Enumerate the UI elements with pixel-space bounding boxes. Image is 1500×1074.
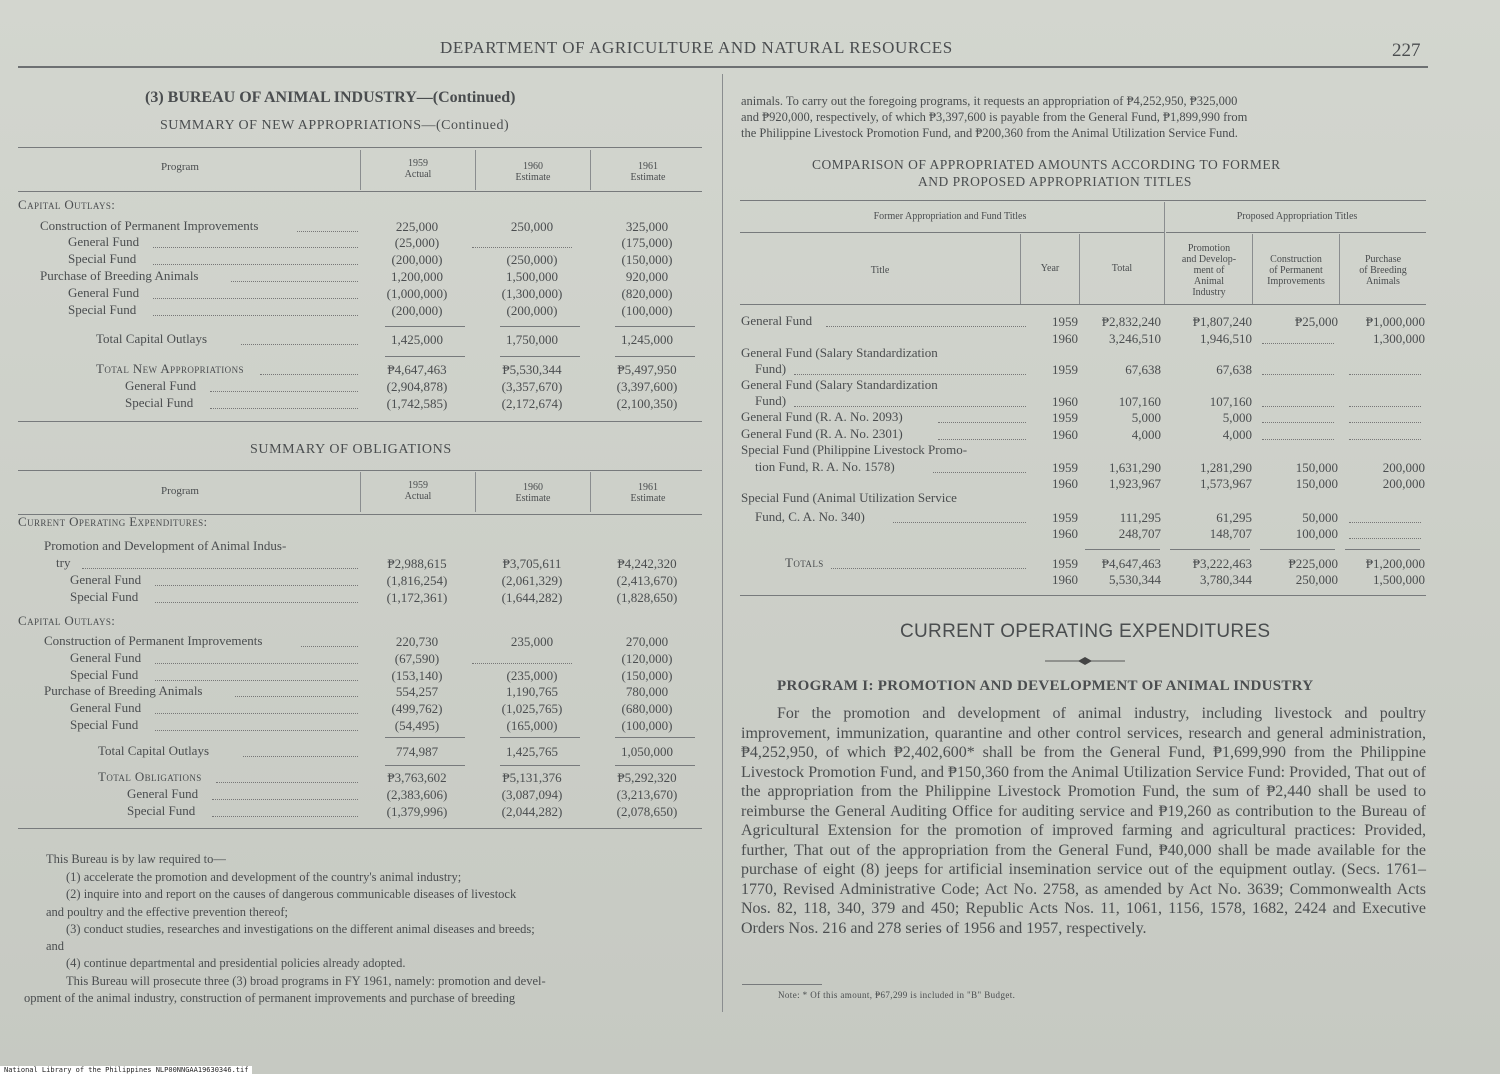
comparison-cell: 248,707 xyxy=(1118,526,1161,541)
leader-dots xyxy=(153,298,358,299)
proposed-titles-head: Proposed Appropriation Titles xyxy=(1236,211,1358,222)
cell-value: (150,000) xyxy=(621,252,673,267)
comparison-cell: 4,000 xyxy=(1131,427,1161,442)
header-line: ment of xyxy=(1193,265,1225,276)
leader-dots xyxy=(216,782,358,783)
leader-dots xyxy=(82,568,358,569)
cell-value: (1,379,996) xyxy=(386,804,448,819)
leader-dots xyxy=(933,472,1026,473)
bureau-heading: (3) BUREAU OF ANIMAL INDUSTRY—(Continued) xyxy=(145,89,516,106)
row-label: General Fund xyxy=(68,285,140,300)
comparison-title-2: AND PROPOSED APPROPRIATION TITLES xyxy=(918,174,1192,189)
cell-value: 920,000 xyxy=(625,269,669,284)
row-label: General Fund xyxy=(68,234,140,249)
comparison-cell: 1,946,510 xyxy=(1200,331,1252,346)
cell-value: (1,816,254) xyxy=(386,573,448,588)
comparison-title-cell: General Fund (R. A. No. 2093) xyxy=(741,409,903,424)
cell-value: (2,383,606) xyxy=(386,787,448,802)
cell-value: (200,000) xyxy=(391,303,443,318)
running-header: DEPARTMENT OF AGRICULTURE AND NATURAL RESOURCES xyxy=(440,38,953,57)
comparison-cell: 1960 xyxy=(1052,572,1078,587)
comparison-title-cell: Fund) xyxy=(755,393,787,408)
cell-value: (165,000) xyxy=(506,718,558,733)
col-program-2: Program xyxy=(161,485,199,497)
leader-dots xyxy=(297,231,358,232)
comparison-cell: ₱3,222,463 xyxy=(1192,556,1252,571)
row-label: Total Capital Outlays xyxy=(96,331,208,346)
comparison-cell: 3,780,344 xyxy=(1200,572,1252,587)
cell-value: (820,000) xyxy=(621,286,673,301)
comparison-title-cell: Special Fund (Philippine Livestock Promo- xyxy=(741,442,968,457)
leader-dots xyxy=(212,816,358,817)
cell-value: (175,000) xyxy=(621,235,673,250)
row-label: Total Obligations xyxy=(98,769,202,784)
comparison-cell: ₱1,807,240 xyxy=(1192,314,1252,329)
comparison-cell: 1,573,967 xyxy=(1200,476,1252,491)
comparison-cell: 107,160 xyxy=(1118,394,1161,409)
column-divider xyxy=(722,74,723,1012)
comparison-cell: 1,500,000 xyxy=(1373,572,1425,587)
row-label: Special Fund xyxy=(70,717,139,732)
header-line: Animals xyxy=(1366,276,1400,287)
mandate-line: This Bureau will prosecute three (3) broad programs in FY 1961, namely: promotion and devel- xyxy=(66,974,546,988)
cell-value: 225,000 xyxy=(395,219,439,234)
cell-value: (67,590) xyxy=(394,651,440,666)
comparison-cell: 1,281,290 xyxy=(1200,460,1252,475)
leader-dots xyxy=(210,408,358,409)
leader-dots xyxy=(212,799,358,800)
cell-value: ₱3,763,602 xyxy=(387,770,447,785)
cell-value: 1,750,000 xyxy=(506,332,558,347)
leader-dots xyxy=(1262,374,1334,375)
cell-value: (200,000) xyxy=(506,303,558,318)
leader-dots xyxy=(893,522,1026,523)
leader-dots xyxy=(1262,343,1334,344)
col-1960-2: 1960 Estimate xyxy=(515,482,551,504)
row-label: General Fund xyxy=(70,650,142,665)
leader-dots xyxy=(1349,374,1421,375)
new-appropriations-title: SUMMARY OF NEW APPROPRIATIONS—(Continued) xyxy=(160,118,510,133)
leader-dots xyxy=(1349,538,1421,539)
cell-value: (25,000) xyxy=(394,235,440,250)
col-1961: 1961 Estimate xyxy=(630,161,666,183)
cell-value: (1,828,650) xyxy=(616,590,678,605)
cell-value: 220,730 xyxy=(395,634,439,649)
comparison-title-cell: General Fund (Salary Standardization xyxy=(741,345,938,360)
leader-dots xyxy=(235,696,358,697)
leader-dots xyxy=(210,391,358,392)
comparison-title-cell: tion Fund, R. A. No. 1578) xyxy=(755,459,895,474)
cell-value: 1,200,000 xyxy=(391,269,443,284)
leader-dots xyxy=(1349,522,1421,523)
intro-line: and ₱920,000, respectively, of which ₱3,397,600 is payable from the General Fund, ₱1,899,990 from xyxy=(741,110,1248,124)
cell-value: (2,904,878) xyxy=(386,379,448,394)
header-line: Animal xyxy=(1194,276,1224,287)
footnote: Note: * Of this amount, ₱67,299 is included in "B" Budget. xyxy=(778,990,1016,1000)
header-line: Improvements xyxy=(1267,276,1325,287)
cell-value: (3,397,600) xyxy=(616,379,678,394)
comparison-cell: 1959 xyxy=(1052,314,1078,329)
comparison-cell: 1959 xyxy=(1052,460,1078,475)
mandate-line: (1) accelerate the promotion and development of the country's animal industry; xyxy=(66,870,462,884)
comparison-cell: 1,923,967 xyxy=(1109,476,1161,491)
leader-dots xyxy=(1262,422,1334,423)
cell-value: (1,172,361) xyxy=(386,590,448,605)
leader-dots xyxy=(1349,439,1421,440)
row-label: Special Fund xyxy=(70,667,139,682)
intro-line: the Philippine Livestock Promotion Fund, and ₱200,360 from the Animal Utilization Service Fund. xyxy=(741,126,1238,140)
year-head: Year xyxy=(1040,263,1060,274)
comparison-cell: 1960 xyxy=(1052,331,1078,346)
leader-dots xyxy=(231,281,358,282)
leader-dots xyxy=(155,680,358,681)
comparison-title-1: COMPARISON OF APPROPRIATED AMOUNTS ACCORDING TO FORMER xyxy=(812,157,1281,172)
header-line: Purchase xyxy=(1364,254,1402,265)
header-line: Construction xyxy=(1270,254,1322,265)
cell-value: ₱5,292,320 xyxy=(617,770,677,785)
col-1960: 1960 Estimate xyxy=(515,161,551,183)
comparison-title-cell: General Fund (R. A. No. 2301) xyxy=(741,426,903,441)
leader-dots xyxy=(153,315,358,316)
cell-value: (120,000) xyxy=(621,651,673,666)
comparison-cell: 1960 xyxy=(1052,394,1078,409)
cell-value: ₱4,647,463 xyxy=(387,362,447,377)
leader-dots xyxy=(794,406,1026,407)
cell-value: 554,257 xyxy=(395,684,439,699)
cell-value: (2,100,350) xyxy=(616,396,678,411)
comparison-cell: 200,000 xyxy=(1382,476,1425,491)
comparison-cell: 1959 xyxy=(1052,410,1078,425)
title-head: Title xyxy=(870,265,890,276)
row-label: Purchase of Breeding Animals xyxy=(44,683,203,698)
comparison-cell: 61,295 xyxy=(1216,510,1252,525)
cell-value: (680,000) xyxy=(621,701,673,716)
leader-dots xyxy=(155,663,358,664)
cell-value: ₱5,530,344 xyxy=(502,362,562,377)
comparison-cell: ₱4,647,463 xyxy=(1101,556,1161,571)
cell-value: 250,000 xyxy=(510,219,554,234)
leader-dots xyxy=(243,756,358,757)
leader-dots xyxy=(938,422,1026,423)
cell-value: 1,425,000 xyxy=(391,332,443,347)
comparison-cell: ₱1,200,000 xyxy=(1365,556,1425,571)
header-line: of Breeding xyxy=(1359,265,1407,276)
comparison-cell: 50,000 xyxy=(1302,510,1338,525)
section-title: CURRENT OPERATING EXPENDITURES xyxy=(900,621,1271,642)
comparison-cell: 5,000 xyxy=(1131,410,1161,425)
former-titles-head: Former Appropriation and Fund Titles xyxy=(873,211,1027,222)
comparison-cell: 5,530,344 xyxy=(1109,572,1161,587)
row-label: Total Capital Outlays xyxy=(98,743,210,758)
row-label: Construction of Permanent Improvements xyxy=(40,218,259,233)
cell-value: 1,050,000 xyxy=(621,744,673,759)
comparison-cell: ₱225,000 xyxy=(1288,556,1338,571)
header-rule xyxy=(18,66,1428,68)
cell-value: 235,000 xyxy=(510,634,554,649)
comparison-cell: 150,000 xyxy=(1295,476,1338,491)
purch-head xyxy=(1341,254,1425,287)
total-head: Total xyxy=(1111,263,1133,274)
row-label: Special Fund xyxy=(127,803,196,818)
col-1961-2: 1961 Estimate xyxy=(630,482,666,504)
row-label: Promotion and Development of Animal Indus- xyxy=(44,538,287,553)
cell-value: ₱5,131,376 xyxy=(502,770,562,785)
obligations-title: SUMMARY OF OBLIGATIONS xyxy=(250,442,452,457)
row-label: try xyxy=(56,555,71,570)
promo-head xyxy=(1166,243,1252,298)
leader-dots xyxy=(794,374,1026,375)
comparison-cell: 3,246,510 xyxy=(1109,331,1161,346)
col-1959: 1959 Actual xyxy=(404,158,432,180)
leader-dots xyxy=(1349,406,1421,407)
leader-dots xyxy=(155,713,358,714)
comparison-cell: ₱25,000 xyxy=(1295,314,1338,329)
row-label: Current Operating Expenditures: xyxy=(18,514,208,529)
comparison-cell: 1,300,000 xyxy=(1373,331,1425,346)
row-label: General Fund xyxy=(70,700,142,715)
comparison-cell: 200,000 xyxy=(1382,460,1425,475)
col-program: Program xyxy=(161,161,199,173)
mandate-line: and poultry and the effective prevention thereof; xyxy=(46,905,289,919)
comparison-title-cell: General Fund (Salary Standardization xyxy=(741,377,938,392)
row-label: Special Fund xyxy=(70,589,139,604)
comparison-cell: 67,638 xyxy=(1216,362,1252,377)
cell-value: 1,425,765 xyxy=(506,744,558,759)
mandate-line: opment of the animal industry, construction of permanent improvements and purchase of breeding xyxy=(24,991,516,1005)
cell-value: (100,000) xyxy=(621,718,673,733)
cell-value: (3,213,670) xyxy=(616,787,678,802)
mandate-line: (3) conduct studies, researches and investigations on the different animal diseases and breeds; xyxy=(66,922,535,936)
cell-value: 1,190,765 xyxy=(506,684,558,699)
comparison-cell: ₱2,832,240 xyxy=(1101,314,1161,329)
cell-value: (1,025,765) xyxy=(501,701,563,716)
cell-value: (3,357,670) xyxy=(501,379,563,394)
comparison-cell: 100,000 xyxy=(1295,526,1338,541)
row-label: Construction of Permanent Improvements xyxy=(44,633,263,648)
leader-dots xyxy=(831,568,1026,569)
cell-value: ₱4,242,320 xyxy=(617,556,677,571)
mandate-line: (2) inquire into and report on the causes of dangerous communicable diseases of livestock xyxy=(66,887,517,901)
cell-value: (1,300,000) xyxy=(501,286,563,301)
cell-value: (2,078,650) xyxy=(616,804,678,819)
row-label: Purchase of Breeding Animals xyxy=(40,268,199,283)
intro-line: animals. To carry out the foregoing programs, it requests an appropriation of ₱4,252,950, ₱325,000 xyxy=(741,94,1238,108)
comparison-cell: 1960 xyxy=(1052,476,1078,491)
leader-dots xyxy=(826,326,1026,327)
col-1959-2: 1959 Actual xyxy=(404,480,432,502)
comparison-cell: 5,000 xyxy=(1222,410,1252,425)
comparison-cell: 67,638 xyxy=(1125,362,1161,377)
cell-value: 774,987 xyxy=(395,744,439,759)
program-title: PROGRAM I: PROMOTION AND DEVELOPMENT OF ANIMAL INDUSTRY xyxy=(777,678,1314,694)
comparison-cell: ₱1,000,000 xyxy=(1365,314,1425,329)
row-label: General Fund xyxy=(127,786,199,801)
leader-dots xyxy=(472,663,572,664)
cell-value: (150,000) xyxy=(621,668,673,683)
leader-dots xyxy=(153,247,358,248)
row-label: Capital Outlays: xyxy=(18,613,116,628)
row-label: Capital Outlays: xyxy=(18,197,116,212)
mandate-line: and xyxy=(46,939,65,953)
comparison-cell: 107,160 xyxy=(1209,394,1252,409)
row-label: General Fund xyxy=(70,572,142,587)
mandate-line: This Bureau is by law required to— xyxy=(46,852,226,866)
leader-dots xyxy=(153,264,358,265)
cell-value: (100,000) xyxy=(621,303,673,318)
cell-value: (499,762) xyxy=(391,701,443,716)
cell-value: (200,000) xyxy=(391,252,443,267)
cell-value: (3,087,094) xyxy=(501,787,563,802)
leader-dots xyxy=(260,374,358,375)
comparison-cell: 148,707 xyxy=(1209,526,1252,541)
row-label: General Fund xyxy=(125,378,197,393)
cell-value: ₱5,497,950 xyxy=(617,362,677,377)
comparison-cell: 250,000 xyxy=(1295,572,1338,587)
comparison-cell: 1959 xyxy=(1052,362,1078,377)
cell-value: 780,000 xyxy=(625,684,669,699)
cell-value: (2,044,282) xyxy=(501,804,563,819)
comparison-cell: 111,295 xyxy=(1119,510,1161,525)
comparison-cell: 1,631,290 xyxy=(1109,460,1161,475)
leader-dots xyxy=(472,247,572,248)
scan-footer: National Library of the Philippines NLP00NNGAA19630346.tif xyxy=(0,1066,252,1074)
row-label: Total New Appropriations xyxy=(96,361,244,376)
header-line: Promotion xyxy=(1187,243,1231,254)
cell-value: 1,245,000 xyxy=(621,332,673,347)
cell-value: (2,413,670) xyxy=(616,573,678,588)
leader-dots xyxy=(241,344,358,345)
comparison-title-cell: Totals xyxy=(785,555,824,570)
cell-value: (250,000) xyxy=(506,252,558,267)
leader-dots xyxy=(155,730,358,731)
cell-value: 325,000 xyxy=(625,219,669,234)
leader-dots xyxy=(1349,422,1421,423)
comparison-cell: 1959 xyxy=(1052,510,1078,525)
comparison-cell: 1959 xyxy=(1052,556,1078,571)
comparison-cell: 150,000 xyxy=(1295,460,1338,475)
comparison-title-cell: Fund) xyxy=(755,361,787,376)
row-label: Special Fund xyxy=(125,395,194,410)
cell-value: (235,000) xyxy=(506,668,558,683)
header-line: of Permanent xyxy=(1269,265,1323,276)
cell-value: (2,061,329) xyxy=(501,573,563,588)
cell-value: (153,140) xyxy=(391,668,443,683)
cell-value: (54,495) xyxy=(394,718,440,733)
cell-value: ₱3,705,611 xyxy=(502,556,562,571)
header-line: Industry xyxy=(1192,287,1226,298)
leader-dots xyxy=(938,439,1026,440)
leader-dots xyxy=(1262,406,1334,407)
row-label: Special Fund xyxy=(68,302,137,317)
comparison-cell: 1960 xyxy=(1052,526,1078,541)
comparison-cell: 4,000 xyxy=(1222,427,1252,442)
comparison-cell: 1960 xyxy=(1052,427,1078,442)
cell-value: (1,000,000) xyxy=(386,286,448,301)
cell-value: (1,644,282) xyxy=(501,590,563,605)
page-number: 227 xyxy=(1392,40,1421,61)
header-line: and Develop- xyxy=(1181,254,1237,265)
cell-value: 1,500,000 xyxy=(506,269,558,284)
cell-value: 270,000 xyxy=(625,634,669,649)
row-label: Special Fund xyxy=(68,251,137,266)
leader-dots xyxy=(1262,439,1334,440)
comparison-title-cell: General Fund xyxy=(741,313,813,328)
leader-dots xyxy=(155,585,358,586)
program-text: For the promotion and development of animal industry, including livestock and poultry improvement, immunization, quarantine and other control services, research and general administration, ₱4,252,950, of which ₱2,402,600* shall be from the General Fund, ₱1,699,990 from the Philippine Livestock Promotion Fund, and ₱150,360 from the Animal Utilization Service Fund: Provided, That out of the appropriation from the Philippine Livestock Promotion Fund, the sum of ₱2,440 shall be used to reimburse the General Auditing Office for auditing service and ₱19,260 as contribution to the Bureau of Agricultural Extension for the promotion of improved farming and agricultural practices: Provided, further, That out of the appropriation from the General Fund, ₱40,000 shall be made available for the purchase of eight (8) jeeps for artificial insemination service out of the equipment outlay. (Secs. 1761–1770, Revised Administrative Code; Act No. 2758, as amended by Act No. 3639; Commonwealth Acts Nos. 82, 118, 340, 379 and 450; Republic Acts Nos. 11, 1061, 1156, 1578, 1682, 2424 and Executive Orders Nos. 216 and 278 series of 1956 and 1957, respectively. xyxy=(741,705,1426,937)
cell-value: ₱2,988,615 xyxy=(387,556,447,571)
cell-value: (2,172,674) xyxy=(501,396,563,411)
cell-value: (1,742,585) xyxy=(386,396,448,411)
constr-head xyxy=(1254,254,1338,287)
mandate-line: (4) continue departmental and presidential policies already adopted. xyxy=(66,956,406,970)
leader-dots xyxy=(155,602,358,603)
comparison-title-cell: Special Fund (Animal Utilization Service xyxy=(741,490,957,505)
comparison-title-cell: Fund, C. A. No. 340) xyxy=(755,509,865,524)
ornament-divider xyxy=(1040,655,1130,667)
leader-dots xyxy=(301,646,358,647)
